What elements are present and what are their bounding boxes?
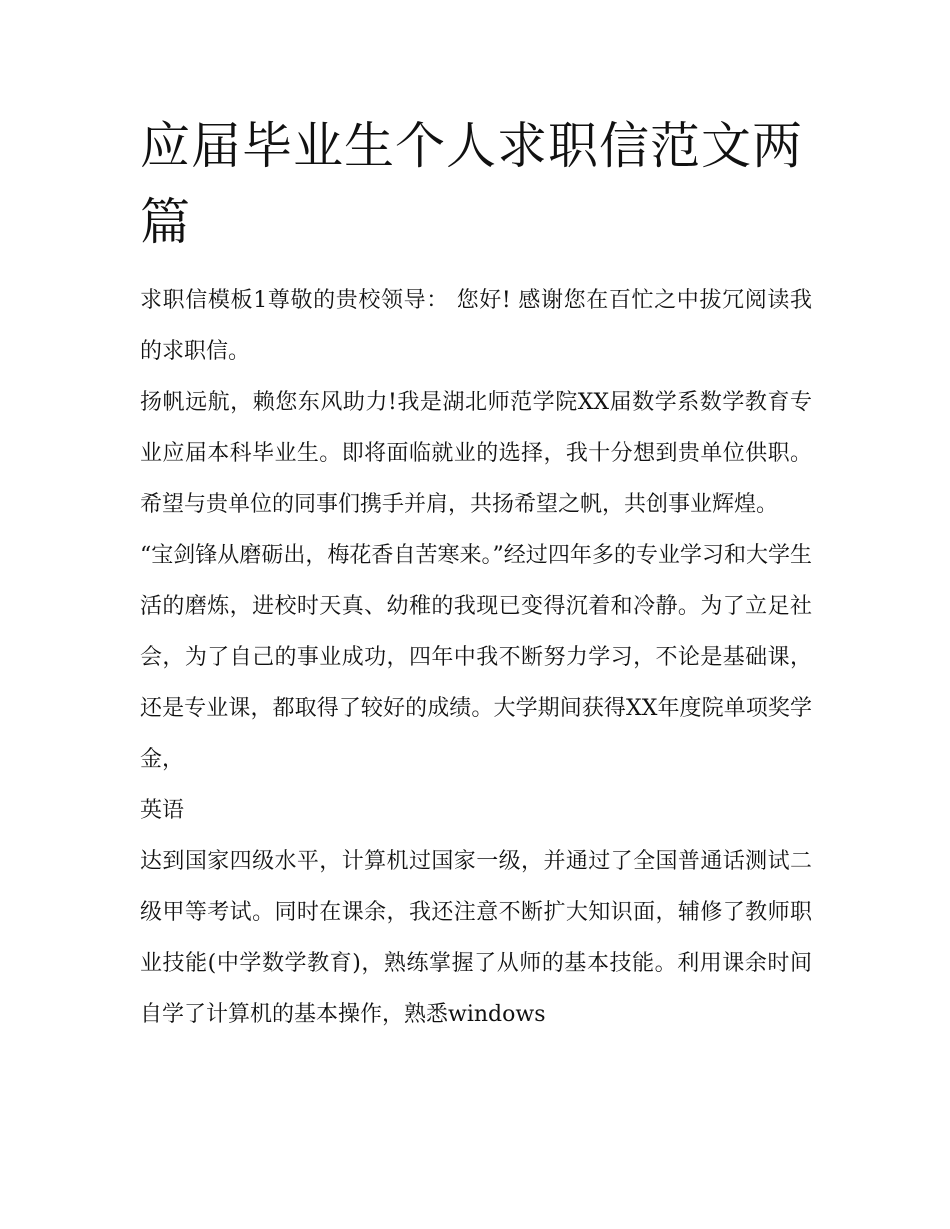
paragraph-greeting: 求职信模板1尊敬的贵校领导： 您好! 感谢您在百忙之中拔冗阅读我的求职信。: [140, 288, 812, 364]
paragraph-introduction: 扬帆远航，赖您东风助力!我是湖北师范学院XX届数学系数学教育专业应届本科毕业生。即将面临就业的选择，我十分想到贵单位供职。希望与贵单位的同事们携手并肩，共扬希望之帆，共创事业辉煌。: [140, 390, 812, 517]
document-title: 应届毕业生个人求职信范文两篇: [140, 117, 803, 251]
paragraph-study-experience: “宝剑锋从磨砺出，梅花香自苦寒来。”经过四年多的专业学习和大学生活的磨炼，进校时天真、幼稚的我现已变得沉着和冷静。为了立足社会，为了自己的事业成功，四年中我不断努力学习，不论是基础课，还是专业课，都取得了较好的成绩。大学期间获得XX年度院单项奖学金，: [140, 543, 812, 772]
document-body: [140, 275, 812, 1040]
paragraph-english-label: 英语: [140, 798, 185, 823]
paragraph-skills: 达到国家四级水平，计算机过国家一级，并通过了全国普通话测试二级甲等考试。同时在课余，我还注意不断扩大知识面，辅修了教师职业技能(中学数学教育)，熟练掌握了从师的基本技能。利用课余时间自学了计算机的基本操作，熟悉windows: [140, 849, 812, 1027]
